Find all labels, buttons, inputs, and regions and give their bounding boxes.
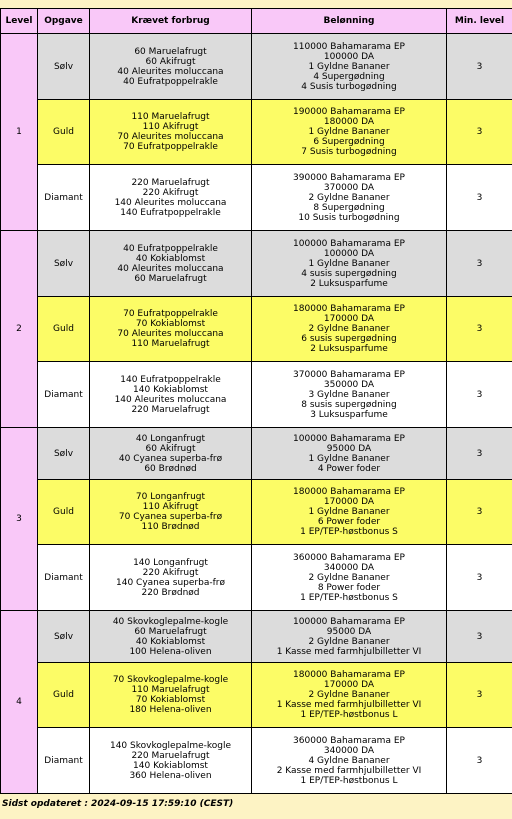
required-item: 220 Maruelafrugt <box>131 404 210 415</box>
required-item: 70 Aleurites moluccana <box>117 329 224 339</box>
required-item: 140 Eufratpoppelrakle <box>120 207 221 218</box>
required-item: 60 Maruelafrugt <box>134 46 207 57</box>
required-item: 60 Akifrugt <box>145 56 196 67</box>
required-item: 110 Maruelafrugt <box>131 339 210 349</box>
required-item: 70 Skovkoglepalme-kogle <box>112 675 229 685</box>
reward-item: 1 Gyldne Bananer <box>308 127 390 137</box>
reward-item: 1 EP/TEP-høstbonus S <box>300 592 398 603</box>
min-level-cell: 3 <box>447 428 512 480</box>
reward-item: 95000 DA <box>326 443 372 454</box>
col-header-opgave: Opgave <box>38 9 90 34</box>
reward-item: 100000 DA <box>323 248 375 259</box>
task-type-cell: Guld <box>38 297 90 362</box>
required-items-cell <box>90 428 252 480</box>
header-row <box>1 9 512 34</box>
reward-item: 2 Gyldne Bananer <box>308 324 390 334</box>
required-item: 180 Helena-oliven <box>129 705 212 715</box>
required-item: 220 Akifrugt <box>142 567 199 578</box>
required-item: 40 Kokiablomst <box>135 636 206 647</box>
required-item: 140 Skovkoglepalme-kogle <box>109 740 232 751</box>
required-item: 140 Cyanea superba-frø <box>116 577 225 588</box>
required-item: 70 Eufratpoppelrakle <box>123 142 218 152</box>
reward-cell <box>252 611 447 663</box>
required-item: 40 Eufratpoppelrakle <box>123 76 218 87</box>
required-item: 40 Kokiablomst <box>135 253 206 264</box>
reward-item: 170000 DA <box>323 314 375 324</box>
reward-item: 7 Susis turbogødning <box>301 147 397 157</box>
reward-item: 370000 DA <box>323 182 375 193</box>
level-cell: 4 <box>1 611 38 794</box>
min-level-cell: 3 <box>447 231 512 297</box>
reward-item: 3 Luksusparfume <box>310 409 388 420</box>
reward-cell <box>252 297 447 362</box>
task-type-cell: Sølv <box>38 428 90 480</box>
required-items-cell <box>90 231 252 297</box>
task-type-cell: Guld <box>38 480 90 545</box>
reward-item: 4 Gyldne Bananer <box>308 755 390 766</box>
col-header-belonning: Belønning <box>252 9 447 34</box>
min-level-cell: 3 <box>447 480 512 545</box>
required-item: 110 Akifrugt <box>142 502 199 512</box>
required-items-cell <box>90 663 252 728</box>
required-item: 70 Kokiablomst <box>135 319 206 329</box>
reward-item: 360000 Bahamarama EP <box>293 735 405 746</box>
reward-item: 100000 Bahamarama EP <box>293 616 405 627</box>
reward-item: 1 EP/TEP-høstbonus S <box>300 527 398 537</box>
min-level-cell: 3 <box>447 728 512 794</box>
required-item: 100 Helena-oliven <box>129 646 212 657</box>
last-updated: Sidst opdateret : 2024-09-15 17:59:10 (CEST) <box>2 799 234 809</box>
quest-row <box>1 611 512 663</box>
task-type-cell: Guld <box>38 100 90 165</box>
reward-item: 390000 Bahamarama EP <box>293 172 405 183</box>
task-type-cell: Diamant <box>38 728 90 794</box>
required-items-cell <box>90 545 252 611</box>
quest-row <box>1 362 512 428</box>
reward-item: 1 Kasse med farmhjulbilletter VI <box>276 646 422 657</box>
required-item: 140 Aleurites moluccana <box>114 197 227 208</box>
min-level-cell: 3 <box>447 100 512 165</box>
reward-item: 110000 Bahamarama EP <box>293 41 405 52</box>
task-type-cell: Sølv <box>38 231 90 297</box>
required-items-cell <box>90 480 252 545</box>
reward-item: 370000 Bahamarama EP <box>293 369 405 380</box>
required-item: 70 Eufratpoppelrakle <box>123 309 218 319</box>
required-item: 40 Skovkoglepalme-kogle <box>112 616 229 627</box>
reward-item: 95000 DA <box>326 626 372 637</box>
reward-cell <box>252 100 447 165</box>
col-header-forbrug: Krævet forbrug <box>90 9 252 34</box>
reward-item: 6 Supergødning <box>313 137 385 147</box>
required-item: 220 Akifrugt <box>142 187 199 198</box>
min-level-cell: 3 <box>447 362 512 428</box>
reward-item: 180000 Bahamarama EP <box>293 487 405 497</box>
reward-item: 170000 DA <box>323 497 375 507</box>
reward-item: 1 Gyldne Bananer <box>308 61 390 72</box>
required-item: 220 Brødnød <box>141 587 200 598</box>
required-item: 40 Eufratpoppelrakle <box>123 243 218 254</box>
reward-item: 4 Supergødning <box>313 71 385 82</box>
required-item: 140 Kokiablomst <box>133 760 208 771</box>
required-items-cell <box>90 165 252 231</box>
min-level-cell: 3 <box>447 545 512 611</box>
required-item: 70 Longanfrugt <box>135 492 206 502</box>
reward-item: 8 Supergødning <box>313 202 385 213</box>
task-type-cell: Sølv <box>38 611 90 663</box>
reward-item: 2 Luksusparfume <box>310 344 388 354</box>
reward-item: 350000 DA <box>323 379 375 390</box>
level-cell: 3 <box>1 428 38 611</box>
reward-item: 2 Gyldne Bananer <box>308 572 390 583</box>
reward-item: 1 Gyldne Bananer <box>308 507 390 517</box>
min-level-cell: 3 <box>447 34 512 100</box>
reward-item: 4 Susis turbogødning <box>301 81 397 92</box>
required-item: 110 Akifrugt <box>142 122 199 132</box>
quest-row <box>1 480 512 545</box>
col-header-level: Level <box>1 9 38 34</box>
required-items-cell <box>90 297 252 362</box>
min-level-cell: 3 <box>447 297 512 362</box>
reward-item: 2 Gyldne Bananer <box>308 690 390 700</box>
required-items-cell <box>90 611 252 663</box>
reward-item: 2 Luksusparfume <box>310 278 388 289</box>
min-level-cell: 3 <box>447 165 512 231</box>
required-items-cell <box>90 362 252 428</box>
reward-item: 1 Gyldne Bananer <box>308 453 390 464</box>
reward-item: 6 susis supergødning <box>301 334 397 344</box>
reward-item: 4 Power foder <box>317 463 381 474</box>
reward-item: 190000 Bahamarama EP <box>293 107 405 117</box>
required-item: 60 Maruelafrugt <box>134 273 207 284</box>
reward-item: 1 EP/TEP-høstbonus L <box>300 710 398 720</box>
reward-item: 4 susis supergødning <box>301 268 397 279</box>
required-items-cell <box>90 34 252 100</box>
quest-row <box>1 165 512 231</box>
reward-cell <box>252 480 447 545</box>
quest-row <box>1 231 512 297</box>
task-type-cell: Diamant <box>38 165 90 231</box>
task-type-cell: Guld <box>38 663 90 728</box>
reward-item: 340000 DA <box>323 562 375 573</box>
reward-item: 8 susis supergødning <box>301 399 397 410</box>
col-header-minlevel: Min. level <box>447 9 512 34</box>
reward-item: 2 Kasse med farmhjulbilletter VI <box>276 765 422 776</box>
required-item: 60 Maruelafrugt <box>134 626 207 637</box>
reward-cell <box>252 428 447 480</box>
required-item: 140 Longanfrugt <box>133 557 208 568</box>
required-items-cell <box>90 100 252 165</box>
quest-row <box>1 428 512 480</box>
reward-cell <box>252 663 447 728</box>
required-item: 70 Kokiablomst <box>135 695 206 705</box>
level-cell: 1 <box>1 34 38 231</box>
required-item: 70 Cyanea superba-frø <box>118 512 223 522</box>
required-item: 140 Kokiablomst <box>133 384 208 395</box>
reward-cell <box>252 231 447 297</box>
reward-item: 100000 DA <box>323 51 375 62</box>
reward-item: 2 Gyldne Bananer <box>308 192 390 203</box>
min-level-cell: 3 <box>447 611 512 663</box>
required-item: 40 Longanfrugt <box>135 433 206 444</box>
quest-row <box>1 545 512 611</box>
reward-item: 8 Power foder <box>317 582 381 593</box>
reward-item: 170000 DA <box>323 680 375 690</box>
required-items-cell <box>90 728 252 794</box>
required-item: 60 Brødnød <box>144 463 197 474</box>
required-item: 140 Eufratpoppelrakle <box>120 374 221 385</box>
reward-item: 10 Susis turbogødning <box>298 212 400 223</box>
reward-item: 180000 DA <box>323 117 375 127</box>
required-item: 60 Akifrugt <box>145 443 196 454</box>
reward-item: 100000 Bahamarama EP <box>293 433 405 444</box>
reward-item: 360000 Bahamarama EP <box>293 552 405 563</box>
required-item: 110 Brødnød <box>141 522 200 532</box>
reward-item: 1 EP/TEP-høstbonus L <box>300 775 398 786</box>
reward-cell <box>252 545 447 611</box>
required-item: 220 Maruelafrugt <box>131 177 210 188</box>
required-item: 110 Maruelafrugt <box>131 112 210 122</box>
quest-row <box>1 34 512 100</box>
quest-row <box>1 663 512 728</box>
task-type-cell: Diamant <box>38 545 90 611</box>
required-item: 110 Maruelafrugt <box>131 685 210 695</box>
required-item: 70 Aleurites moluccana <box>117 132 224 142</box>
required-item: 220 Maruelafrugt <box>131 750 210 761</box>
required-item: 40 Aleurites moluccana <box>117 263 224 274</box>
quest-row <box>1 297 512 362</box>
quest-table <box>0 8 512 794</box>
reward-item: 180000 Bahamarama EP <box>293 670 405 680</box>
task-type-cell: Sølv <box>38 34 90 100</box>
level-cell: 2 <box>1 231 38 428</box>
quest-row <box>1 100 512 165</box>
required-item: 40 Cyanea superba-frø <box>118 453 223 464</box>
reward-item: 1 Gyldne Bananer <box>308 258 390 269</box>
reward-item: 6 Power foder <box>317 517 381 527</box>
quest-row <box>1 728 512 794</box>
reward-item: 2 Gyldne Bananer <box>308 636 390 647</box>
reward-item: 340000 DA <box>323 745 375 756</box>
required-item: 140 Aleurites moluccana <box>114 394 227 405</box>
min-level-cell: 3 <box>447 663 512 728</box>
reward-cell <box>252 165 447 231</box>
reward-cell <box>252 34 447 100</box>
reward-item: 100000 Bahamarama EP <box>293 238 405 249</box>
reward-item: 3 Gyldne Bananer <box>308 389 390 400</box>
task-type-cell: Diamant <box>38 362 90 428</box>
reward-cell <box>252 362 447 428</box>
required-item: 40 Aleurites moluccana <box>117 66 224 77</box>
reward-item: 180000 Bahamarama EP <box>293 304 405 314</box>
reward-cell <box>252 728 447 794</box>
reward-item: 1 Kasse med farmhjulbilletter VI <box>276 700 422 710</box>
required-item: 360 Helena-oliven <box>129 770 212 781</box>
quest-table-body <box>1 34 512 794</box>
